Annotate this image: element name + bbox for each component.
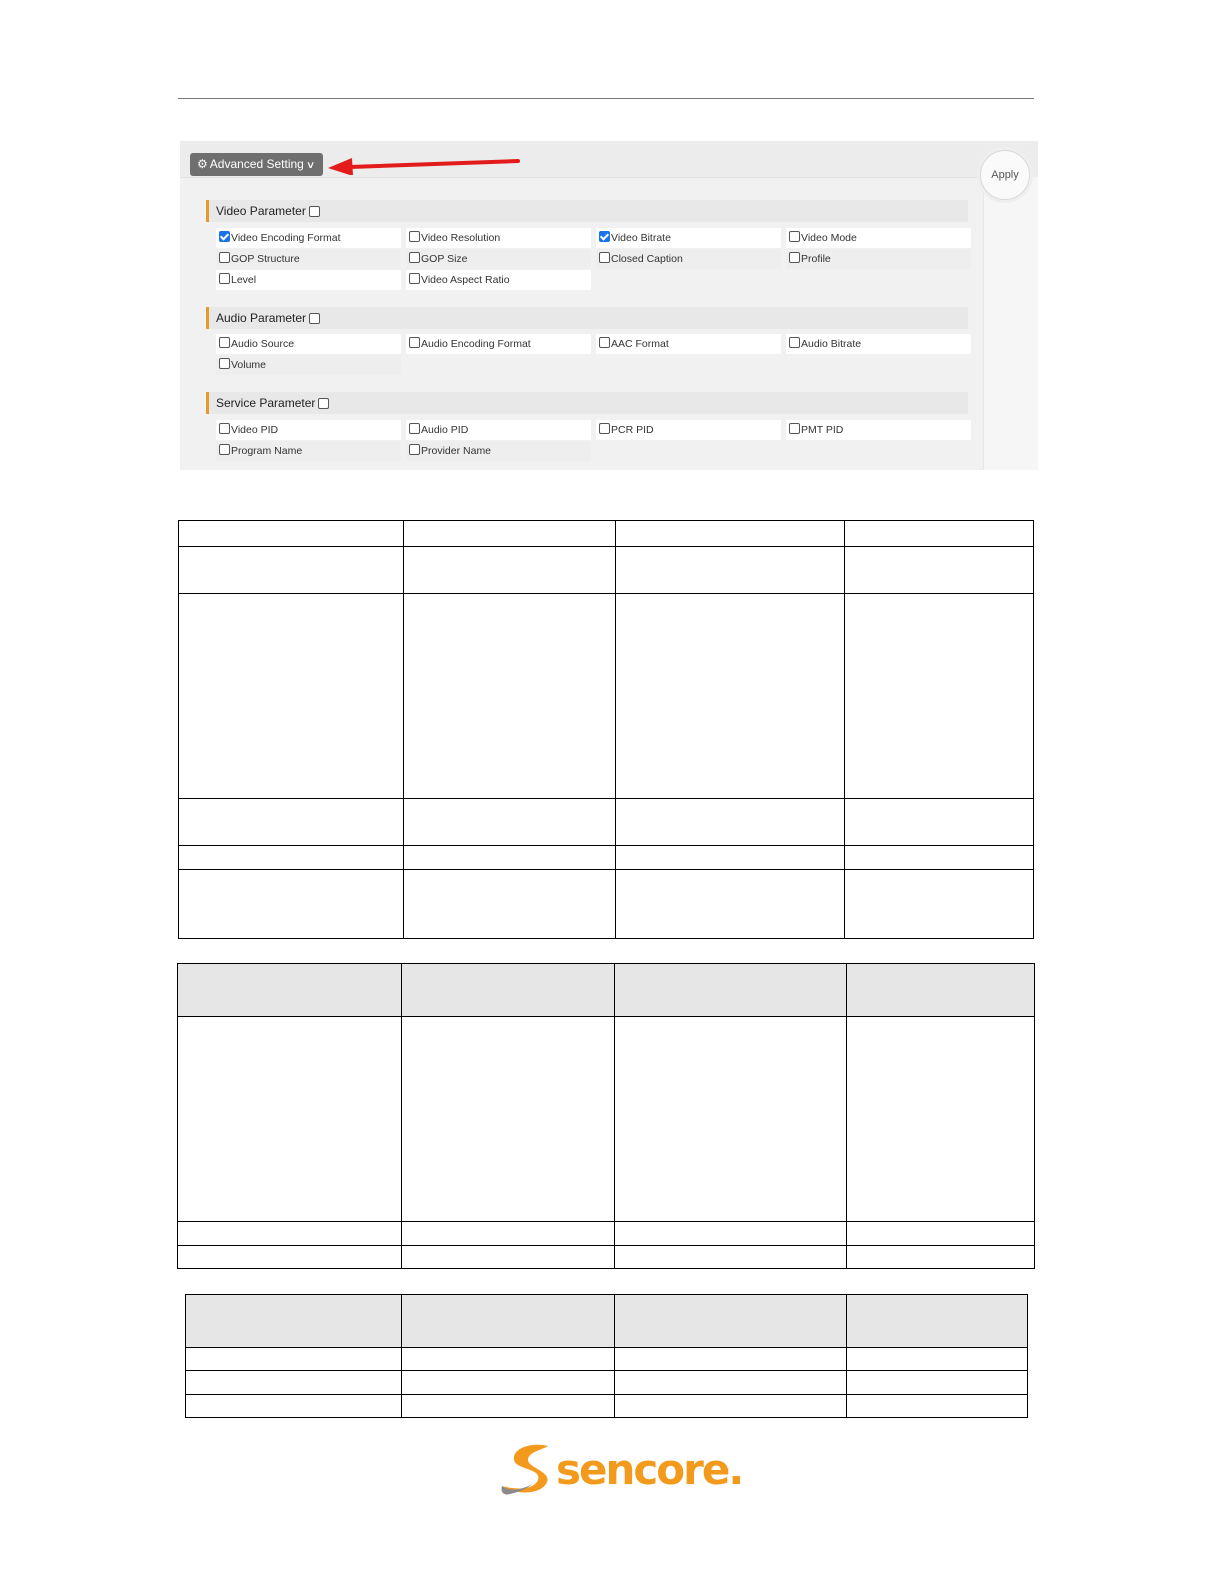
option-pcr-pid[interactable] [596,420,781,440]
checkbox[interactable] [219,337,230,348]
column-divider [615,521,616,938]
row-divider [186,1347,1027,1348]
row-divider [186,1370,1027,1371]
column-divider [403,521,404,938]
option-audio-encoding-format[interactable] [406,334,591,354]
row-divider [179,869,1033,870]
option-video-pid[interactable] [216,420,401,440]
option-aac-format[interactable] [596,334,781,354]
checkbox[interactable] [409,444,420,455]
option-label: Video Encoding Format [231,232,341,244]
option-video-mode[interactable] [786,228,971,248]
service-parameter-title: Service Parameter [216,396,316,410]
option-label: Audio PID [421,424,469,436]
audio-parameter-header [206,307,968,329]
audio-parameter-title: Audio Parameter [216,311,307,325]
option-label: Video Mode [801,232,857,244]
option-program-name[interactable] [216,441,401,461]
option-label: GOP Size [421,253,468,265]
option-audio-pid[interactable] [406,420,591,440]
apply-button[interactable]: Apply [980,150,1030,200]
video-parameter-title: Video Parameter [216,204,306,218]
option-provider-name[interactable] [406,441,591,461]
gear-icon: ⚙ [197,157,208,171]
option-label: AAC Format [611,338,669,350]
option-video-bitrate[interactable] [596,228,781,248]
checkbox[interactable] [219,231,230,242]
option-label: Video Aspect Ratio [421,274,510,286]
option-label: PMT PID [801,424,844,436]
service-parameter-table [185,1294,1028,1418]
advanced-setting-screenshot [180,141,1038,470]
option-label: Profile [801,253,831,265]
option-label: Video Resolution [421,232,501,244]
checkbox[interactable] [409,273,420,284]
option-video-aspect-ratio[interactable] [406,270,591,290]
header-rule [178,98,1034,99]
checkbox[interactable] [599,337,610,348]
video-parameter-header [206,200,968,222]
chevron-down-icon: ∨ [305,160,316,171]
column-divider [614,964,615,1268]
option-label: Audio Encoding Format [421,338,531,350]
table-header-row [186,1295,1027,1347]
checkbox[interactable] [219,444,230,455]
option-label: Audio Bitrate [801,338,862,350]
row-divider [178,1245,1034,1246]
option-label: Audio Source [231,338,295,350]
column-divider [844,521,845,938]
checkbox[interactable] [409,252,420,263]
checkbox[interactable] [219,252,230,263]
option-label: Video PID [231,424,279,436]
row-divider [178,1016,1034,1017]
checkbox[interactable] [409,423,420,434]
row-divider [179,845,1033,846]
checkbox[interactable] [219,358,230,369]
service-parameter-checkbox[interactable] [318,398,329,409]
checkbox[interactable] [219,273,230,284]
option-audio-bitrate[interactable] [786,334,971,354]
table-header-row [178,964,1034,1016]
option-volume[interactable] [216,355,401,375]
option-video-resolution[interactable] [406,228,591,248]
option-pmt-pid[interactable] [786,420,971,440]
row-divider [179,798,1033,799]
option-label: Level [231,274,257,286]
checkbox[interactable] [599,252,610,263]
audio-parameter-table [177,963,1035,1269]
advanced-setting-label: Advanced Setting [209,157,304,171]
option-label: PCR PID [611,424,654,436]
column-divider [846,1295,847,1417]
option-video-encoding-format[interactable] [216,228,401,248]
checkbox[interactable] [219,423,230,434]
option-label: Provider Name [421,445,492,457]
audio-parameter-checkbox[interactable] [309,313,320,324]
column-divider [846,964,847,1268]
video-parameter-checkbox[interactable] [309,206,320,217]
column-divider [401,1295,402,1417]
sencore-logo-text: sencore. [556,1445,743,1494]
row-divider [178,1221,1034,1222]
checkbox[interactable] [789,337,800,348]
checkbox[interactable] [789,252,800,263]
option-label: Volume [231,359,267,371]
checkbox[interactable] [599,231,610,242]
option-label: Closed Caption [611,253,683,265]
option-audio-source[interactable] [216,334,401,354]
column-divider [401,964,402,1268]
column-divider [614,1295,615,1417]
option-gop-structure[interactable] [216,249,401,269]
option-closed-caption[interactable] [596,249,781,269]
checkbox[interactable] [599,423,610,434]
advanced-setting-button[interactable] [190,153,323,176]
option-label: GOP Structure [231,253,300,265]
option-gop-size[interactable] [406,249,591,269]
option-label: Video Bitrate [611,232,671,244]
sencore-logo-icon [498,1440,558,1500]
checkbox[interactable] [789,423,800,434]
red-arrow-annotation [326,149,526,175]
checkbox[interactable] [789,231,800,242]
option-level[interactable] [216,270,401,290]
row-divider [186,1394,1027,1395]
checkbox[interactable] [409,337,420,348]
video-parameter-table [178,520,1034,939]
row-divider [179,593,1033,594]
service-parameter-header [206,392,968,414]
checkbox[interactable] [409,231,420,242]
option-label: Program Name [231,445,303,457]
panel-right-column [983,177,1038,470]
row-divider [179,546,1033,547]
option-profile[interactable] [786,249,971,269]
